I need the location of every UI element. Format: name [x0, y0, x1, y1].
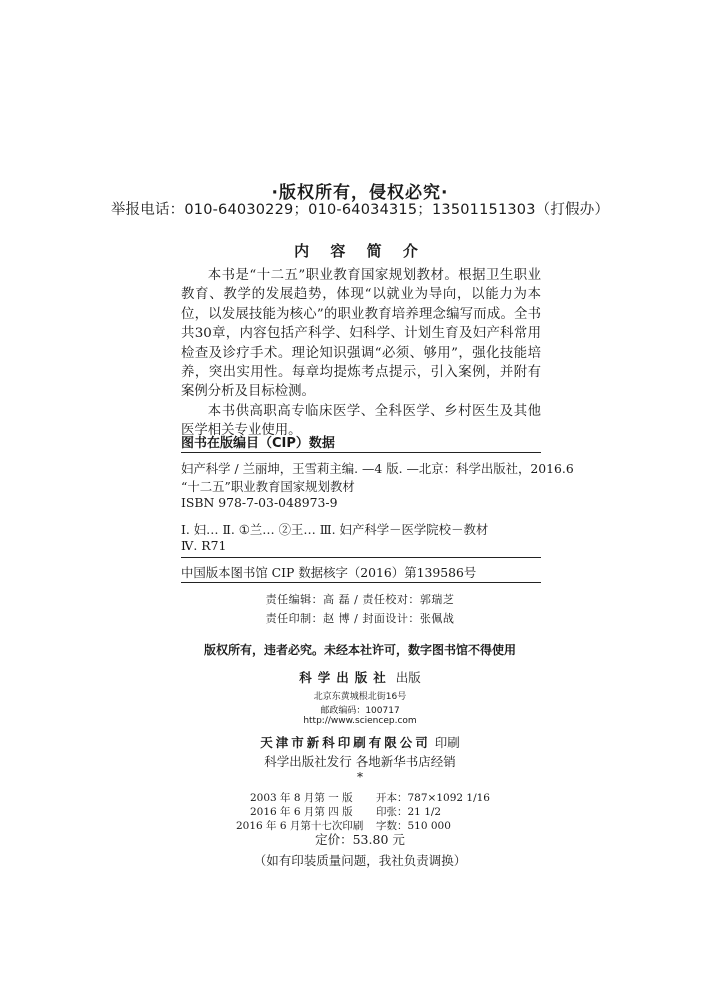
- publisher-url: http://www.sciencep.com: [303, 716, 417, 726]
- distribution-line: 科学出版社发行 各地新华书店经销: [264, 754, 456, 769]
- printing-count: 2016 年 6 月第十七次印刷: [236, 820, 364, 832]
- fourth-edition-date: 2016 年 6 月第 四 版: [250, 806, 353, 818]
- cip-classification: Ⅳ. R71: [181, 538, 227, 553]
- quality-guarantee: （如有印装质量问题，我社负责调换）: [253, 853, 467, 868]
- report-hotline: 举报电话：010-64030229；010-64034315；13501151303（打假办）: [110, 202, 610, 218]
- publisher-line: [0, 668, 720, 686]
- cip-bottom-rule: [181, 582, 541, 583]
- cip-subjects: Ⅰ. 妇… Ⅱ. ①兰… ②王… Ⅲ. 妇产科学－医学院校－教材: [181, 522, 489, 537]
- publisher-name: 科学出版社: [299, 670, 392, 685]
- cip-number: 中国版本图书馆 CIP 数据核字（2016）第139586号: [181, 565, 477, 580]
- printer-line: [0, 733, 720, 751]
- separator-asterisk: *: [357, 770, 363, 784]
- printer-suffix: 印刷: [434, 735, 460, 750]
- cip-top-rule: [181, 452, 541, 453]
- publisher-address: 北京东黄城根北街16号: [313, 692, 407, 702]
- publisher-postcode: 邮政编码：100717: [320, 706, 400, 716]
- intro-paragraph: 本书供高职高专临床医学、全科医学、乡村医生及其他医学相关专业使用。: [181, 403, 541, 439]
- printed-sheets: 印张：21 1/2: [376, 806, 442, 818]
- publisher-suffix: 出版: [395, 670, 421, 685]
- intro-title: 内 容 简 介: [294, 242, 426, 260]
- cip-middle-rule: [181, 557, 541, 558]
- cip-isbn: ISBN 978-7-03-048973-9: [181, 495, 338, 510]
- intro-paragraph: 本书是“十二五”职业教育国家规划教材。根据卫生职业教育、教学的发展趋势，体现“以就业为导向，以能力为本位，以发展技能为核心”的职业教育培养理念编写而成。全书共30章，内容包括产科学、妇科学、计划生育及妇产科常用检查及诊疗手术。理论知识强调“必须、够用”，强化技能培养，突出实用性。每章均提炼考点提示，引入案例，并附有案例分析及目标检测。: [181, 268, 541, 400]
- first-edition-date: 2003 年 8 月第 一 版: [250, 792, 353, 804]
- cip-series-line: “十二五”职业教育国家规划教材: [181, 479, 355, 494]
- cip-record-line: 妇产科学 / 兰丽坤，王雪莉主编. —4 版. —北京：科学出版社，2016.6: [181, 461, 574, 476]
- book-format: 开本：787×1092 1/16: [376, 792, 490, 804]
- staff-editors: 责任编辑：高 磊 / 责任校对：郭瑞芝: [265, 593, 455, 606]
- printer-name: 天津市新科印刷有限公司: [260, 735, 431, 750]
- copyright-title: ·版权所有，侵权必究·: [271, 183, 449, 203]
- usage-notice: 版权所有，违者必究。未经本社许可，数字图书馆不得使用: [203, 643, 516, 657]
- word-count: 字数：510 000: [376, 820, 451, 832]
- staff-production: 责任印制：赵 博 / 封面设计：张佩战: [265, 612, 455, 625]
- price: 定价：53.80 元: [315, 832, 405, 847]
- intro-text: [181, 266, 541, 441]
- cip-heading: 图书在版编目（CIP）数据: [181, 436, 335, 451]
